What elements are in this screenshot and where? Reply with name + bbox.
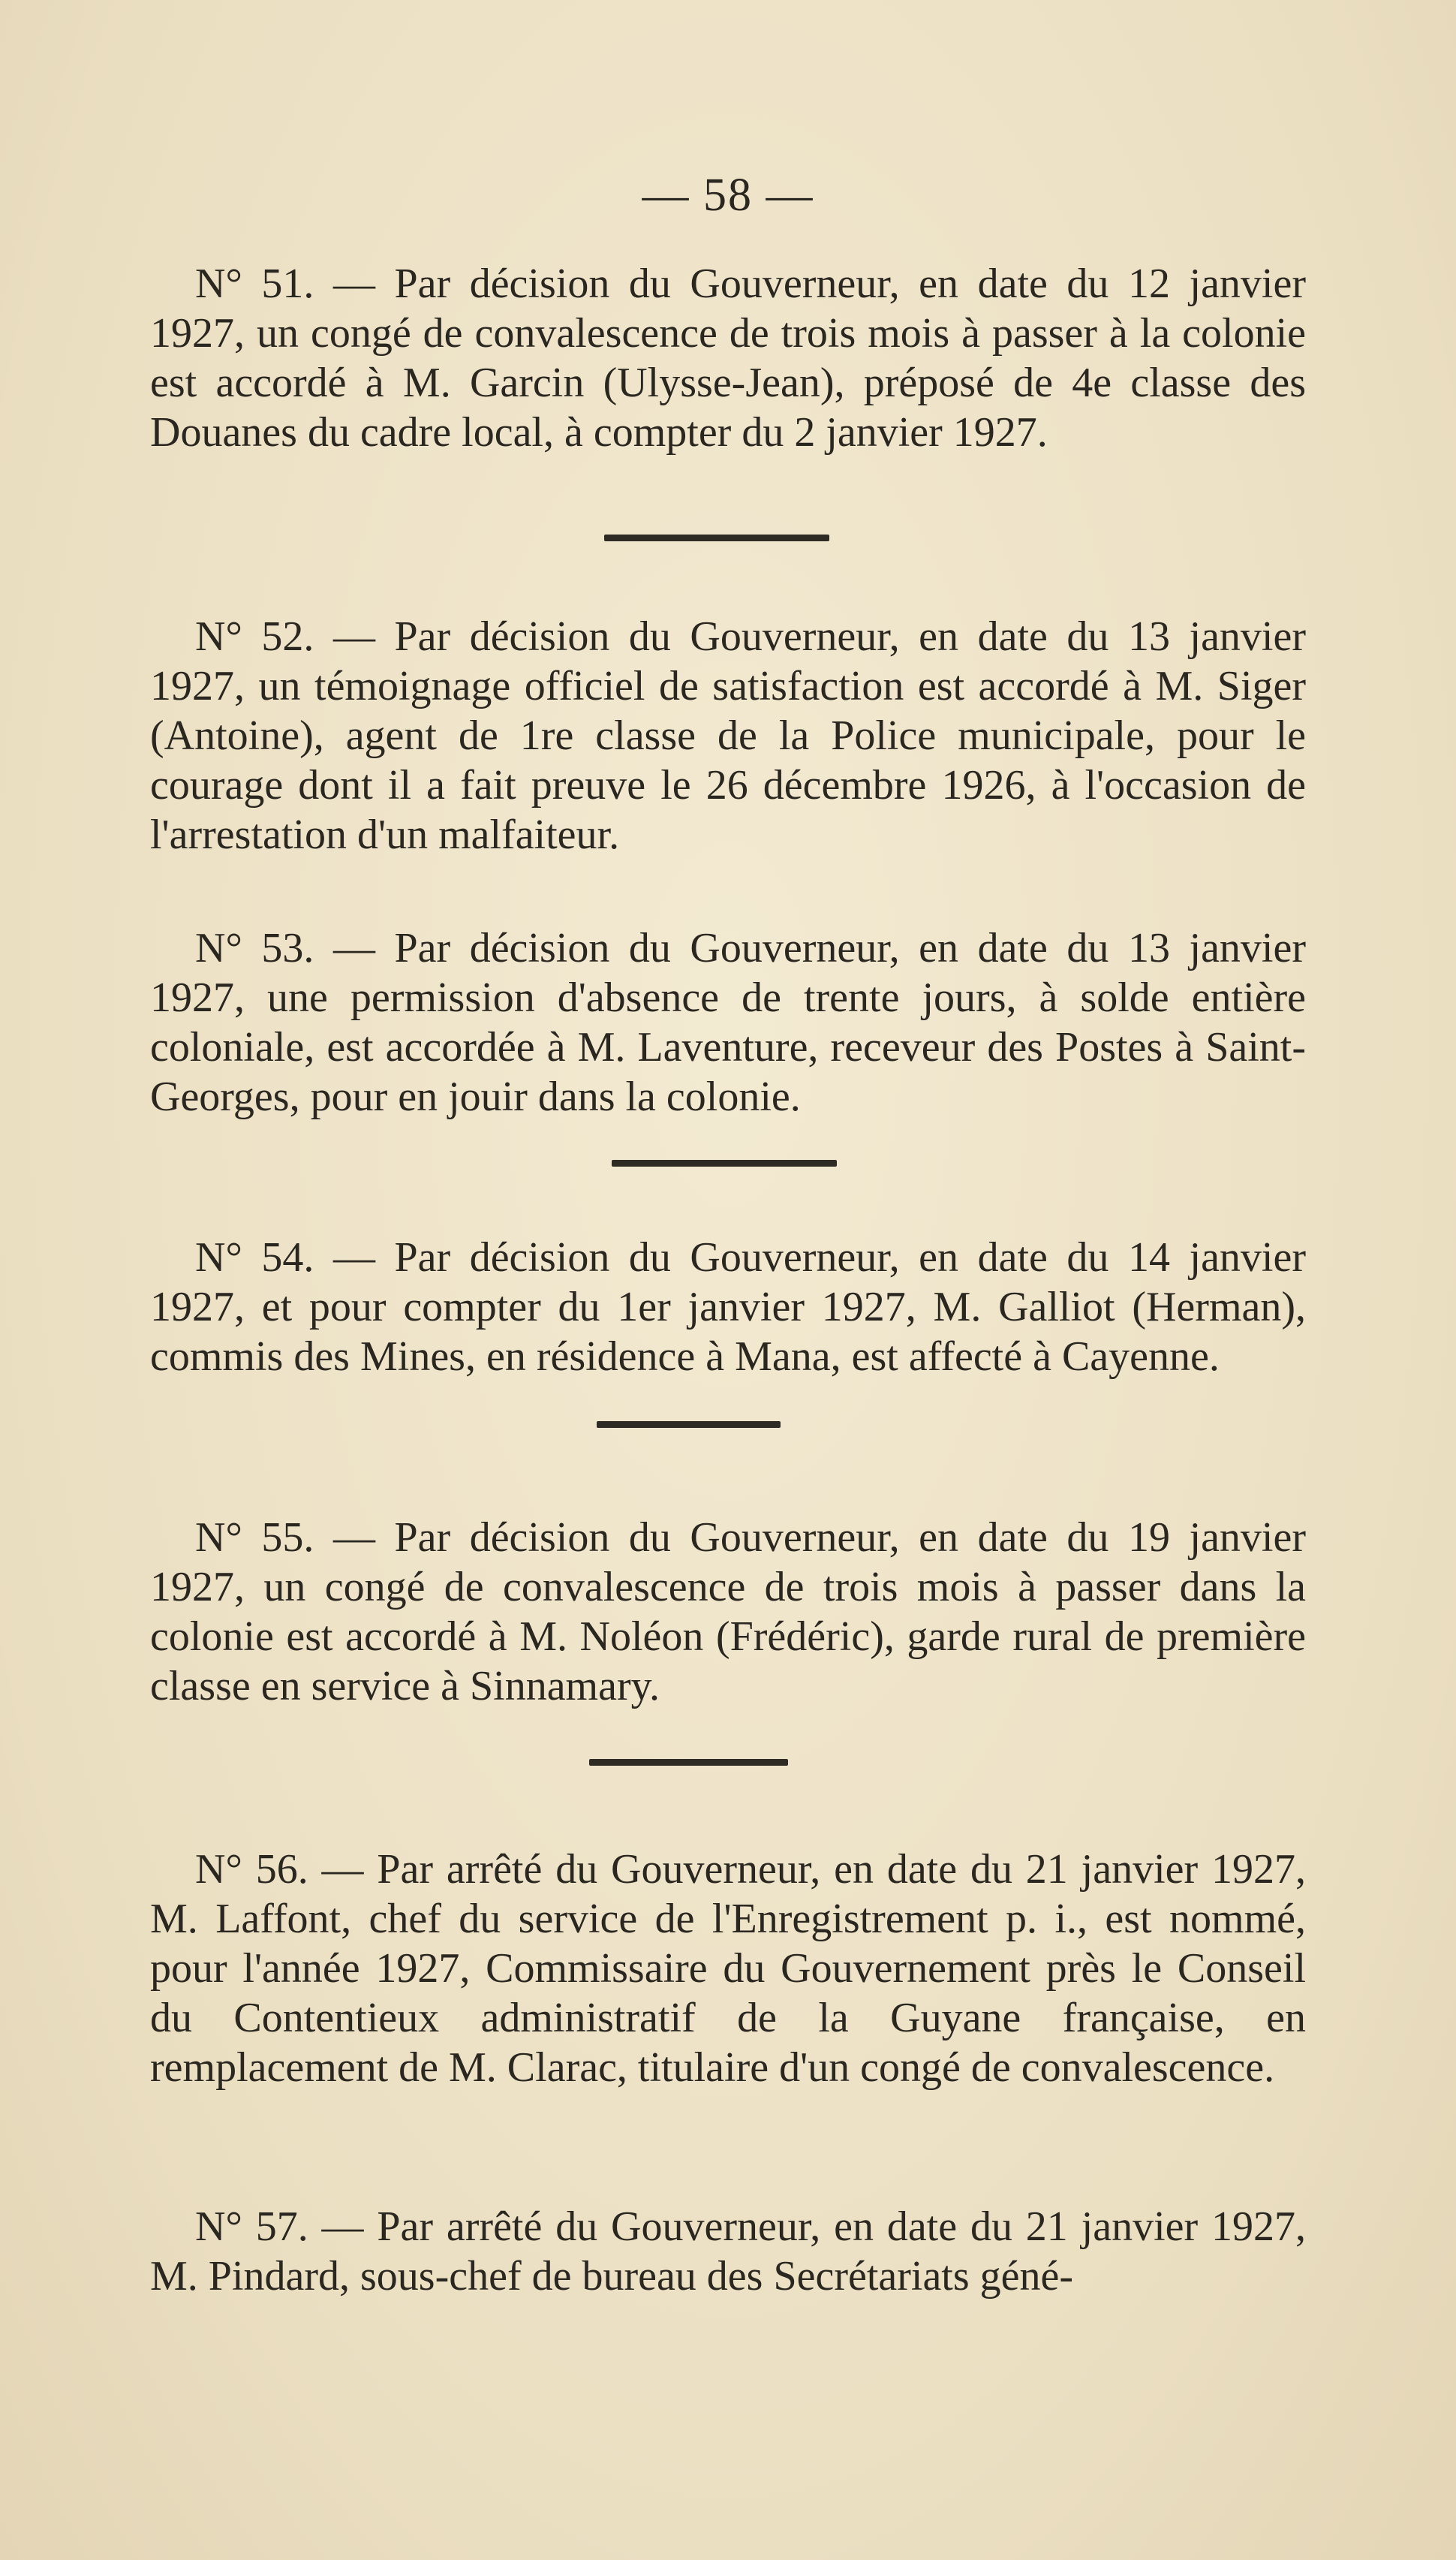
entry-55: N° 55. — Par décision du Gouverneur, en date du 19 janvier 1927, un congé de convalescence de trois mois à passer dans la colonie est accordé à M. Noléon (Frédéric), garde rural de première classe en service à Sinnamary.	[150, 1514, 1306, 1709]
entry-53: N° 53. — Par décision du Gouverneur, en date du 13 janvier 1927, une permission d'absence de trente jours, à solde entière coloniale, est accordée à M. Laventure, receveur des Postes à Saint-Georges, pour en jouir dans la colonie.	[150, 925, 1306, 1120]
separator-rule	[597, 1421, 781, 1428]
page-number: — 58 —	[642, 170, 814, 221]
separator-rule	[589, 1759, 788, 1766]
entry-54: N° 54. — Par décision du Gouverneur, en date du 14 janvier 1927, et pour compter du 1er janvier 1927, M. Galliot (Herman), commis des Mines, en résidence à Mana, est affecté à Cayenne.	[150, 1234, 1306, 1380]
entry-51: N° 51. — Par décision du Gouverneur, en date du 12 janvier 1927, un congé de convalescence de trois mois à passer à la colonie est accordé à M. Garcin (Ulysse-Jean), préposé de 4e classe des Douanes du cadre local, à compter du 2 janvier 1927.	[150, 261, 1306, 456]
entry-52: N° 52. — Par décision du Gouverneur, en date du 13 janvier 1927, un témoignage officiel de satisfaction est accordé à M. Siger (Antoine), agent de 1re classe de la Police municipale, pour le courage dont il a fait preuve le 26 décembre 1926, à l'occasion de l'arrestation d'un malfaiteur.	[150, 613, 1306, 858]
separator-rule	[612, 1160, 837, 1167]
separator-rule	[604, 535, 829, 541]
entry-56: N° 56. — Par arrêté du Gouverneur, en date du 21 janvier 1927, M. Laffont, chef du service de l'Enregistrement p. i., est nommé, pour l'année 1927, Commissaire du Gouvernement près le Conseil du Contentieux administratif de la Guyane française, en remplacement de M. Clarac, titulaire d'un congé de convalescence.	[150, 1846, 1306, 2091]
entry-57: N° 57. — Par arrêté du Gouverneur, en date du 21 janvier 1927, M. Pindard, sous-chef de bureau des Secrétariats géné-	[150, 2203, 1306, 2299]
